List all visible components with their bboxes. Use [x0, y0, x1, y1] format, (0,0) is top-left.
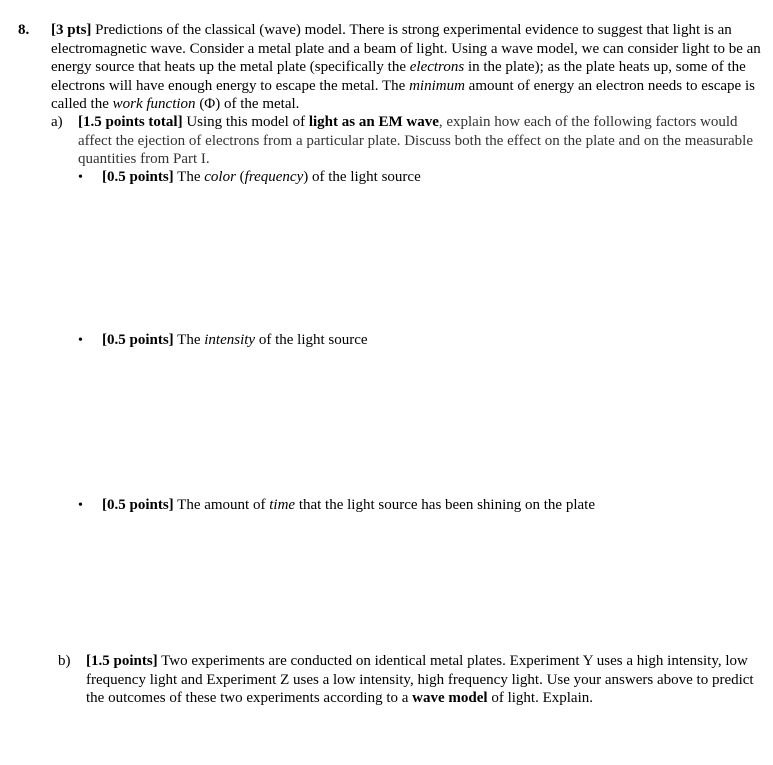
bullet-mid: ( [235, 169, 245, 185]
bullet-post: of the light source [255, 332, 368, 348]
part-a-bold: light as an EM wave [308, 114, 439, 130]
bullet-italic: time [269, 497, 296, 513]
bullet-post: ) of the light source [303, 169, 421, 185]
bullet-icon: • [78, 498, 83, 513]
bullet-text [102, 496, 595, 515]
intro-text-3: amount of energy an electron needs to escape is called the [51, 77, 755, 112]
question-points: [3 pts] [51, 22, 92, 38]
bullet-pre: The [173, 332, 205, 348]
bullet-pre: The amount of [173, 497, 270, 513]
bullet-italic: intensity [204, 332, 256, 348]
part-a-points: [1.5 points total] [78, 114, 183, 130]
intro-work-function: work function [112, 96, 196, 112]
intro-electrons: electrons [409, 59, 465, 75]
bullet-pre: The [173, 169, 205, 185]
part-b-text-2: of light. Explain. [487, 690, 593, 706]
bullet-italic: color [204, 169, 236, 185]
intro-minimum: minimum [409, 77, 465, 94]
part-b-points: [1.5 points] [86, 653, 158, 669]
bullet-text [102, 331, 368, 350]
part-b-text [86, 652, 766, 708]
bullet-points: [0.5 points] [102, 332, 174, 348]
intro-text-2: in the plate); as the plate heats up, some of the electrons will have enough energy to escape the metal. The [51, 59, 746, 94]
bullet-text [102, 168, 421, 187]
part-a-text [78, 113, 768, 169]
bullet-item-intensity [78, 331, 368, 351]
part-a-text-2: , explain how each of the following factors would affect the ejection of electrons from a particular plate. Discuss both the effect on the plate and on the measurable quantities from Part I. [78, 114, 754, 167]
question-intro [51, 21, 761, 114]
part-b-bold-1: wave [412, 690, 445, 706]
bullet-italic-2: frequency [244, 169, 304, 185]
part-b-text-1: Two experiments are conducted on identical metal plates. Experiment Y uses a high intensity, low frequency light and Experiment Z uses a low intensity, high frequency light. Use your answers above to predict the outcomes of these two experiments according to a [86, 653, 754, 706]
bullet-item-time [78, 496, 595, 516]
bullet-icon: • [78, 170, 83, 185]
bullet-points: [0.5 points] [102, 497, 174, 513]
bullet-item-color [78, 168, 421, 188]
intro-text-4: (Φ) of the metal. [195, 96, 300, 112]
part-a-text-1: Using this model of [182, 114, 309, 130]
intro-text-1: Predictions of the classical (wave) model. There is strong experimental evidence to suggest that light is an electromagnetic wave. Consider a metal plate and a beam of light. Using a wave model, we can consider light to be an energy source that heats up the metal plate (specifically the [51, 22, 761, 75]
part-a-label: a) [51, 114, 63, 130]
bullet-icon: • [78, 333, 83, 348]
bullet-points: [0.5 points] [102, 169, 174, 185]
bullet-post: that the light source has been shining on the plate [295, 497, 595, 513]
part-b-bold-2: model [448, 690, 488, 706]
part-b-label: b) [58, 653, 71, 669]
question-number: 8. [18, 22, 30, 38]
